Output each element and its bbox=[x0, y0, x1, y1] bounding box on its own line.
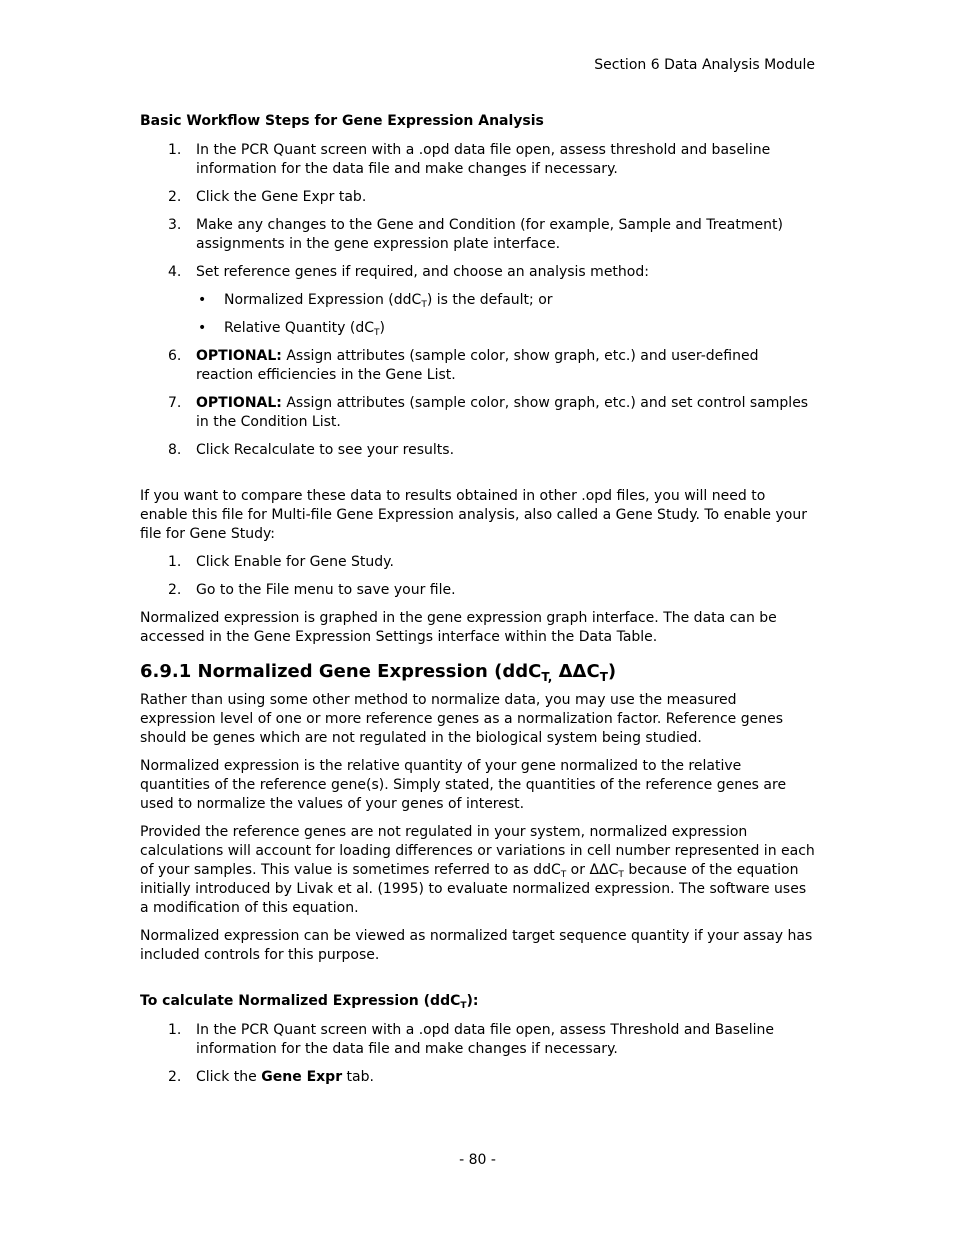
list-item: 2. Click the Gene Expr tab. bbox=[168, 1069, 374, 1085]
bullet-item: • Normalized Expression (ddC$_T$) is the default; or bbox=[198, 292, 553, 310]
list-item: 2. Click the Gene Expr tab. bbox=[168, 189, 367, 205]
graph-paragraph: Normalized expression is graphed in the gene expression graph interface. The data can be accessed in the Gene Expression Settings interface within the Data Table. bbox=[140, 610, 777, 645]
calc-steps bbox=[140, 1021, 815, 1087]
body-paragraph: Normalized expression is the relative quantity of your gene normalized to the relative quantities of the reference gene(s). Simply stated, the quantities of the reference genes are used to normalize the values of your genes of interest. bbox=[140, 758, 787, 812]
basic-workflow-heading: Basic Workflow Steps for Gene Expression Analysis bbox=[140, 113, 544, 129]
calc-heading: To calculate Normalized Expression (ddC$_T$): bbox=[140, 993, 479, 1011]
body-paragraph: Normalized expression can be viewed as normalized target sequence quantity if your assay has included controls for this purpose. bbox=[140, 928, 813, 963]
list-item: 2. Go to the File menu to save your file. bbox=[168, 582, 456, 598]
list-item: 1. Click Enable for Gene Study. bbox=[168, 554, 394, 570]
workflow-steps-continued bbox=[140, 347, 815, 460]
list-item: 7. OPTIONAL: Assign attributes (sample color, show graph, etc.) and set control samples in the Condition List. bbox=[168, 395, 809, 430]
list-item: 1. In the PCR Quant screen with a .opd data file open, assess Threshold and Baseline information for the data file and make changes if necessary. bbox=[168, 1022, 774, 1057]
page-header: Section 6 Data Analysis Module bbox=[594, 57, 815, 73]
gene-study-paragraph: If you want to compare these data to results obtained in other .opd files, you will need to enable this file for Multi-file Gene Expression analysis, also called a Gene Study. To enable your file for Gene Study: bbox=[140, 488, 807, 542]
body-paragraph: Rather than using some other method to normalize data, you may use the measured expression level of one or more reference genes as a normalization factor. Reference genes should be genes which are not regulated in the biological system being studied. bbox=[140, 692, 784, 746]
document-page bbox=[140, 0, 815, 1235]
list-item: 3. Make any changes to the Gene and Condition (for example, Sample and Treatment) assignments in the gene expression plate interface. bbox=[168, 217, 783, 252]
method-bullets bbox=[140, 291, 815, 338]
list-item: 8. Click Recalculate to see your results. bbox=[168, 442, 455, 458]
page-number: - 80 - bbox=[459, 1152, 496, 1168]
list-item: 4. Set reference genes if required, and choose an analysis method: bbox=[168, 264, 649, 280]
bullet-item: • Relative Quantity $(dC_T)$ bbox=[198, 320, 385, 338]
section-heading: 6.9.1 Normalized Gene Expression (ddC$_{T,}$ $\Delta\Delta C_T$) bbox=[140, 661, 617, 684]
gene-study-steps bbox=[140, 553, 815, 600]
workflow-steps bbox=[140, 141, 815, 282]
list-item: 1. In the PCR Quant screen with a .opd data file open, assess threshold and baseline information for the data file and make changes if necessary. bbox=[168, 142, 771, 177]
document-body bbox=[140, 112, 815, 1096]
list-item: 6. OPTIONAL: Assign attributes (sample color, show graph, etc.) and user-defined reaction efficiencies in the Gene List. bbox=[168, 348, 759, 383]
body-paragraph: Provided the reference genes are not regulated in your system, normalized expression calculations will account for loading differences or variations in cell number represented in each of your samples. This value is sometimes referred to as ddC$_T$ or $\Delta\Delta C_T$ because of the equation initially introduced by Livak et al. (1995) to evaluate normalized expression. The software uses a modification of this equation. bbox=[140, 824, 815, 916]
